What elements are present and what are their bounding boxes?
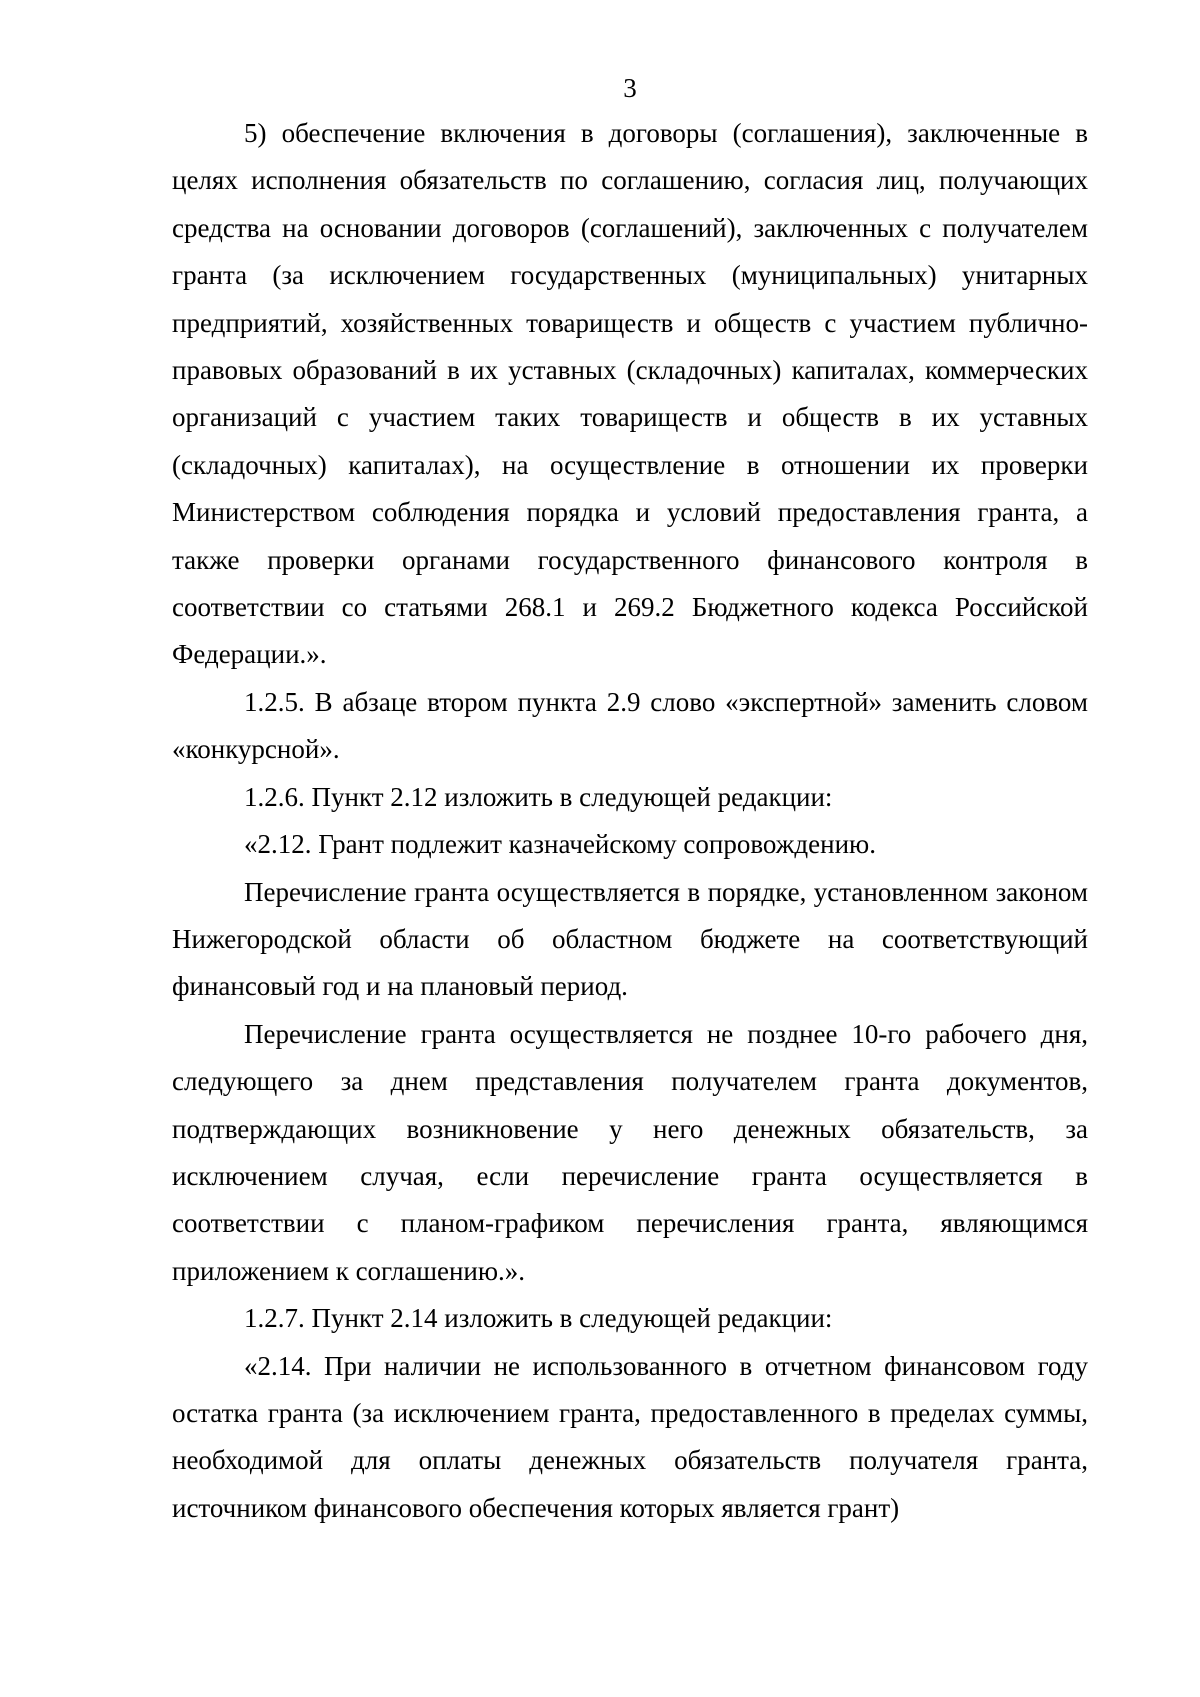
paragraph-1-2-7: 1.2.7. Пункт 2.14 изложить в следующей редакции: [244, 1303, 833, 1334]
paragraph-2-12-transfer-deadline: Перечисление гранта осуществляется не позднее 10-го рабочего дня, следующего за днем представления получателем гранта документов, подтверждающих возникновение у него денежных обязательств, за исключением случая, если перечисление гранта осуществляется в соответствии с планом-графиком перечисления гранта, являющимся приложением к соглашению.». [172, 1018, 1088, 1286]
paragraph-1-2-5: 1.2.5. В абзаце втором пункта 2.9 слово «экспертной» заменить словом «конкурсной». [172, 686, 1088, 765]
paragraph-1-2-6: 1.2.6. Пункт 2.12 изложить в следующей редакции: [244, 781, 833, 812]
document-body [172, 110, 1088, 1532]
paragraph-item-5-consent: 5) обеспечение включения в договоры (соглашения), заключенные в целях исполнения обязательств по соглашению, согласия лиц, получающих средства на основании договоров (соглашений), заключенных с получателем гранта (за исключением государственных (муниципальных) унитарных предприятий, хозяйственных товариществ и обществ с участием публично-правовых образований в их уставных (складочных) капиталах, коммерческих организаций с участием таких товариществ и обществ в их уставных (складочных) капиталах), на осуществление в отношении их проверки Министерством соблюдения порядка и условий предоставления гранта, а также проверки органами государственного финансового контроля в соответствии со статьями 268.1 и 269.2 Бюджетного кодекса Российской Федерации.». [172, 118, 1088, 670]
paragraph-2-12-transfer-order: Перечисление гранта осуществляется в порядке, установленном законом Нижегородской области об областном бюджете на соответствующий финансовый год и на плановый период. [172, 876, 1088, 1002]
page-number: 3 [623, 73, 637, 103]
paragraph-2-14: «2.14. При наличии не использованного в отчетном финансовом году остатка гранта (за исключением гранта, предоставленного в пределах суммы, необходимой для оплаты денежных обязательств получателя гранта, источником финансового обеспечения которых является грант) [172, 1350, 1088, 1523]
paragraph-2-12-heading: «2.12. Грант подлежит казначейскому сопровождению. [244, 829, 876, 860]
